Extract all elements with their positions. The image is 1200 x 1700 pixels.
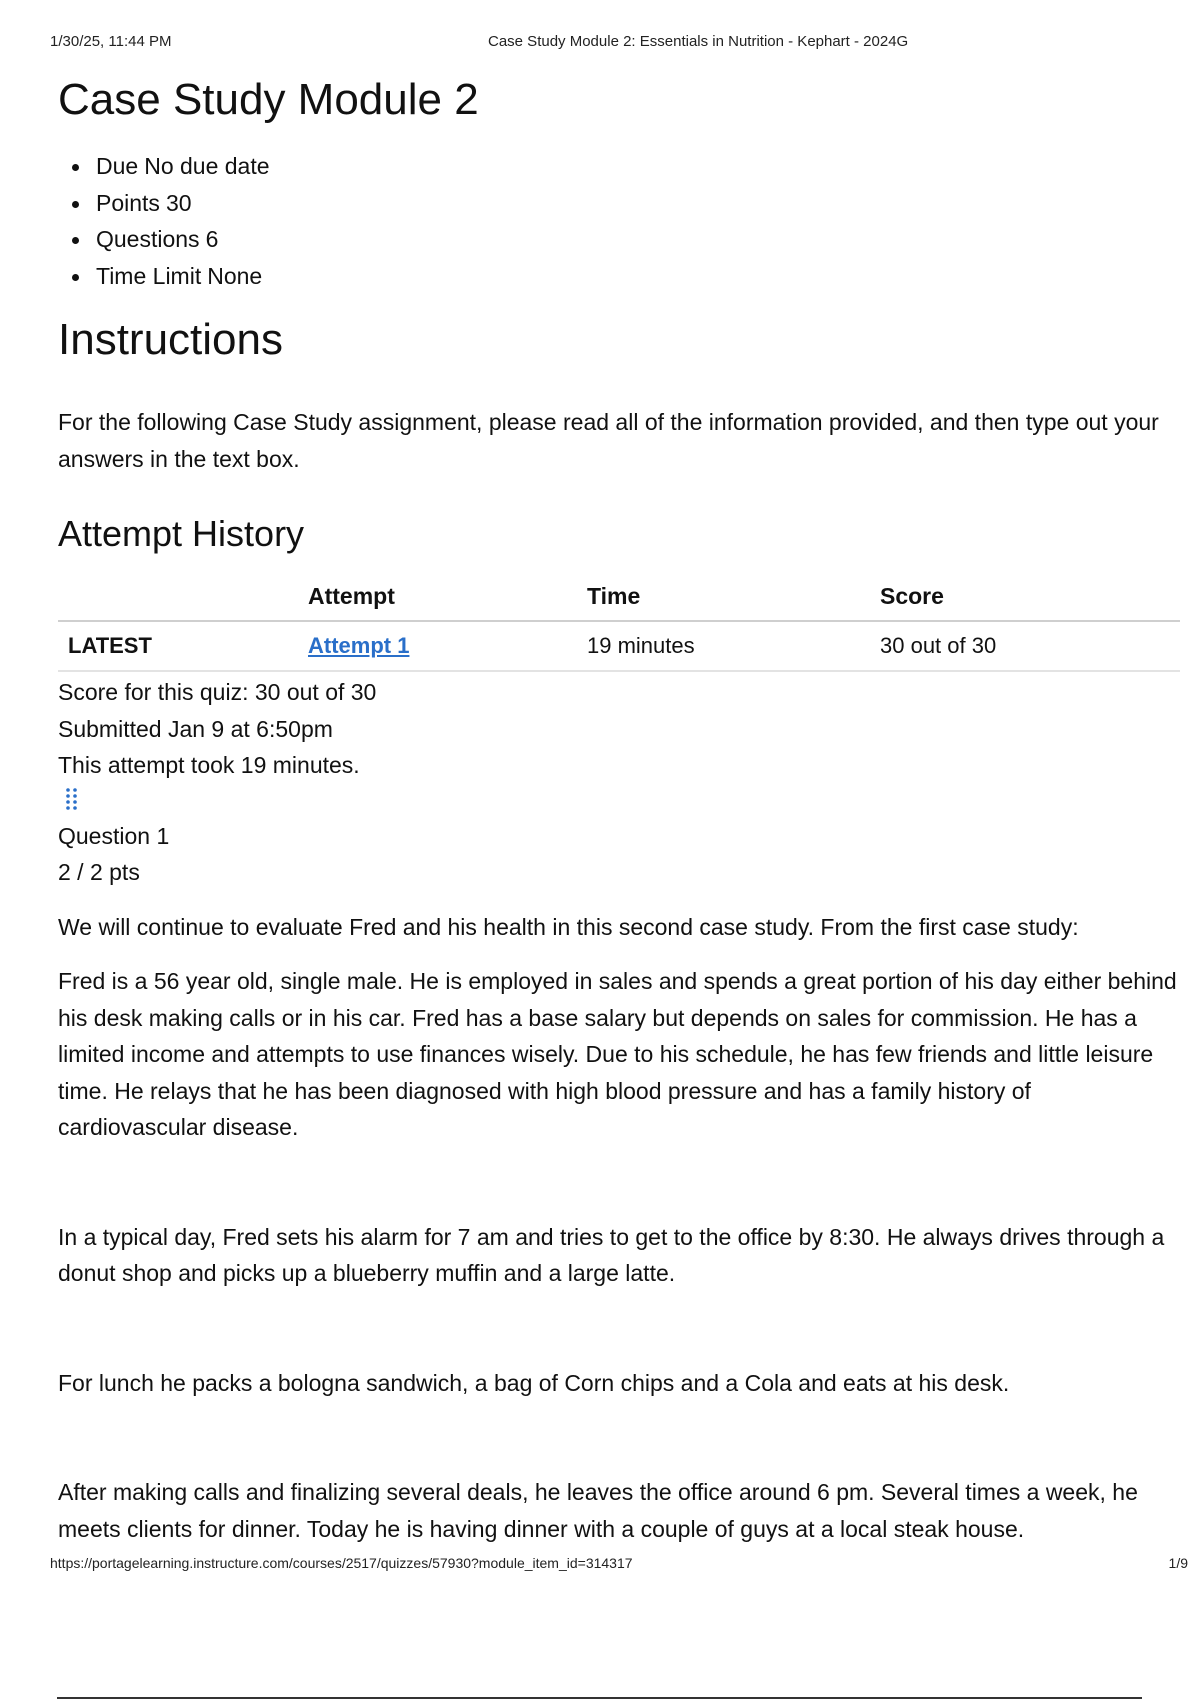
print-page-title: Case Study Module 2: Essentials in Nutrition - Kephart - 2024G [488, 33, 909, 50]
detail-value: 30 [165, 189, 192, 216]
question-paragraph: After making calls and finalizing several deals, he leaves the office around 6 pm. Several times a week, he meets clients for dinner. Today he is having dinner with a couple of guys at a local steak house. [58, 1479, 1138, 1542]
detail-due [96, 148, 1180, 185]
question-points: 2 / 2 pts [58, 859, 140, 885]
duration-summary: This attempt took 19 minutes. [58, 752, 360, 778]
detail-value: No due date [144, 153, 270, 179]
detail-label: Due [96, 153, 139, 179]
score-summary: Score for this quiz: 30 out of 30 [58, 679, 377, 705]
column-header-score: Score [880, 582, 944, 609]
question-paragraph: For lunch he packs a bologna sandwich, a bag of Corn chips and a Cola and eats at his desk. [58, 1369, 1010, 1396]
attempt-history-heading: Attempt History [58, 513, 305, 554]
latest-label: LATEST [58, 621, 308, 671]
table-row [58, 621, 1180, 671]
quiz-details-list [58, 148, 1180, 294]
page-divider [57, 1697, 1142, 1699]
table-header-row [58, 572, 1180, 621]
print-page-number: 1/9 [1168, 1555, 1188, 1571]
detail-label: Points [96, 189, 160, 216]
score-cell: 30 out of 30 [880, 621, 1180, 671]
print-datetime: 1/30/25, 11:44 PM [50, 33, 172, 50]
detail-label: Questions [96, 226, 200, 252]
column-header-label [58, 572, 308, 621]
column-header-time: Time [587, 582, 641, 609]
detail-label: Time Limit [96, 262, 202, 289]
quiz-content [58, 72, 1180, 1547]
detail-questions [96, 221, 1180, 258]
print-url: https://portagelearning.instructure.com/courses/2517/quizzes/57930?module_item_id=314317 [50, 1555, 633, 1571]
column-header-attempt: Attempt [308, 582, 395, 609]
detail-value: None [207, 262, 263, 289]
detail-time-limit [96, 258, 1180, 295]
instructions-text: For the following Case Study assignment, please read all of the information provided, and then type out your answers in the text box. [58, 409, 1159, 472]
attempt-cell [308, 621, 587, 671]
page-title: Case Study Module 2 [58, 75, 479, 124]
question-text [58, 909, 1180, 1548]
quiz-summary [58, 674, 1180, 784]
submitted-summary: Submitted Jan 9 at 6:50pm [58, 715, 333, 742]
print-header [50, 33, 1150, 53]
attempt-history-table [58, 572, 1180, 672]
question-label: Question 1 [58, 822, 170, 849]
drag-handle-icon[interactable] [62, 786, 82, 816]
attempt-1-link[interactable]: Attempt 1 [308, 633, 410, 658]
detail-value: 6 [205, 226, 219, 252]
question-paragraph: In a typical day, Fred sets his alarm for 7 am and tries to get to the office by 8:30. He always drives through a donut shop and picks up a blueberry muffin and a large latte. [58, 1223, 1165, 1286]
detail-points [96, 185, 1180, 222]
question-paragraph: Fred is a 56 year old, single male. He is employed in sales and spends a great portion of his day either behind his desk making calls or in his car. Fred has a base salary but depends on sales for commission. He has a limited income and attempts to use finances wisely. Due to his schedule, he has few friends and little leisure time. He relays that he has been diagnosed with high blood pressure and has a family history of cardiovascular disease. [58, 968, 1177, 1140]
time-cell: 19 minutes [587, 621, 880, 671]
instructions-heading: Instructions [58, 315, 283, 364]
question-paragraph: We will continue to evaluate Fred and his health in this second case study. From the first case study: [58, 913, 1079, 940]
